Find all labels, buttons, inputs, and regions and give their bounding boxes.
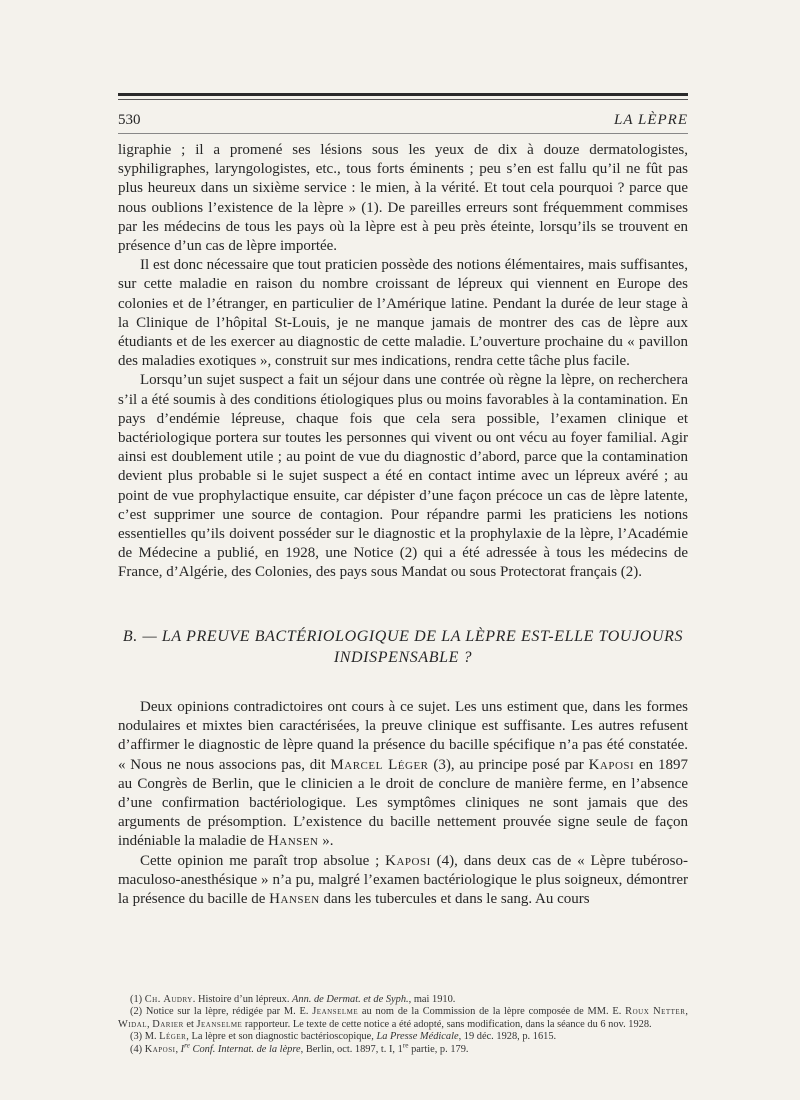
author-name: Hansen bbox=[267, 833, 319, 850]
running-title: LA LÈPRE bbox=[614, 112, 688, 128]
body-text-top bbox=[118, 141, 688, 583]
section-heading-line-1: B. — LA PREUVE BACTÉRIOLOGIQUE DE LA LÈPRE EST-ELLE TOUJOURS bbox=[122, 628, 684, 645]
document-page bbox=[118, 0, 688, 1100]
footnote-2: (2) Notice sur la lèpre, rédigée par M. E. Jeanselme au nom de la Commission de la lèpre composée de MM. E. Roux Netter, Widal, Darier et Jeanselme rapporteur. Le texte de cette notice a été adopté, sans modification, dans la séance du 6 nov. 1928. bbox=[118, 1006, 688, 1030]
footnote-3: (3) M. Léger, La lèpre et son diagnostic bactérioscopique, La Presse Médicale, 19 déc. 1928, p. 1615. bbox=[130, 1031, 557, 1043]
body-text-bottom bbox=[118, 698, 688, 909]
top-rule bbox=[118, 93, 688, 96]
author-name: Marcel Léger bbox=[330, 756, 429, 773]
footnotes bbox=[118, 994, 688, 1056]
paragraph-3: Lorsqu’un sujet suspect a fait un séjour dans une contrée où règne la lèpre, on recherchera s’il a été soumis à des conditions étiologiques plus ou moins favorables à la contamination. En pays d’endémie lépreuse, chaque fois que cela sera possible, l’examen clinique et bactériologique portera sur toutes les personnes qui vivent ou ont vécu au foyer familial. Agir ainsi est doublement utile ; au point de vue du diagnostic d’abord, parce que la contamination devient plus probable si le sujet suspect a été en contact intime avec un lépreux avéré ; au point de vue prophylactique ensuite, car dépister d’une façon précoce un cas de lèpre latente, c’est supprimer une source de contagion. Pour répandre parmi les praticiens les notions essentielles qu’ils doivent posséder sur le diagnostic et la prophylaxie de la lèpre, l’Académie de Médecine a publié, en 1928, une Notice (2) qui a été adressée à tous les médecins de France, d’Algérie, des Colonies, des pays sous Mandat ou sous Protectorat français (2). bbox=[118, 372, 688, 581]
header-rule bbox=[118, 133, 688, 134]
footnote-4: (4) Kaposi, Ire Conf. Internat. de la lèpre, Berlin, oct. 1897, t. I, 1re partie, p. 179. bbox=[130, 1041, 469, 1055]
paragraph-1: ligraphie ; il a promené ses lésions sous les yeux de dix à douze dermatologistes, syphiligraphes, laryngologistes, etc., tous forts éminents ; peu s’en est fallu qu’il ne fût pas plus heureux dans un sixième service : le mien, à la vérité. Et tout cela pourquoi ? parce que nous oublions l’existence de la lèpre » (1). De pareilles erreurs sont fréquemment commises par les médecins de tous les pays où la lèpre est à peu près éteinte, lorsqu’ils se trouvent en présence d’un cas de lèpre importée. bbox=[118, 142, 688, 255]
author-name: Kaposi bbox=[588, 756, 635, 773]
footnote-1: (1) Ch. Audry. Histoire d’un lépreux. Ann. de Dermat. et de Syph., mai 1910. bbox=[130, 994, 456, 1005]
section-heading bbox=[118, 626, 688, 668]
top-rule-thin bbox=[118, 99, 688, 100]
section-heading-line-2: INDISPENSABLE ? bbox=[333, 649, 473, 666]
paragraph-5: Cette opinion me paraît trop absolue ; Kaposi (4), dans deux cas de « Lèpre tubéroso-maculoso-anesthésique » n’a pu, malgré l’examen bactériologique le plus soigneux, démontrer la présence du bacille de Hansen dans les tubercules et dans le sang. Au cours bbox=[118, 852, 688, 908]
paragraph-2: Il est donc nécessaire que tout praticien possède des notions élémentaires, mais suffisantes, sur cette maladie en raison du nombre croissant de lépreux qui viennent en Europe des colonies et de l’étranger, en particulier de l’Amérique latine. Pendant la durée de leur stage à la Clinique de l’hôpital St-Louis, je ne manque jamais de montrer des cas de lèpre aux étudiants et de les exercer au diagnostic de cette maladie. L’ouverture prochaine du « pavillon des maladies exotiques », construit sur mes indications, rendra cette tâche plus facile. bbox=[118, 257, 688, 370]
paragraph-4: Deux opinions contradictoires ont cours à ce sujet. Les uns estiment que, dans les formes nodulaires et mixtes bien caractérisées, la preuve clinique est suffisante. Les autres refusent d’affirmer le diagnostic de lèpre quand la présence du bacille spécifique n’a pas été constatée. « Nous ne nous associons pas, dit Marcel Léger (3), au principe posé par Kaposi en 1897 au Congrès de Berlin, que le clinicien a le droit de conclure de manière ferme, en l’absence d’une confirmation bactériologique. Les symptômes cliniques ne sont jamais que des arguments de présomption. L’existence du bacille nettement prouvée signe seule de façon indéniable la maladie de Hansen ». bbox=[118, 699, 688, 850]
page-number: 530 bbox=[118, 112, 141, 128]
author-name: Kaposi bbox=[385, 852, 431, 869]
author-name: Hansen bbox=[269, 891, 320, 908]
